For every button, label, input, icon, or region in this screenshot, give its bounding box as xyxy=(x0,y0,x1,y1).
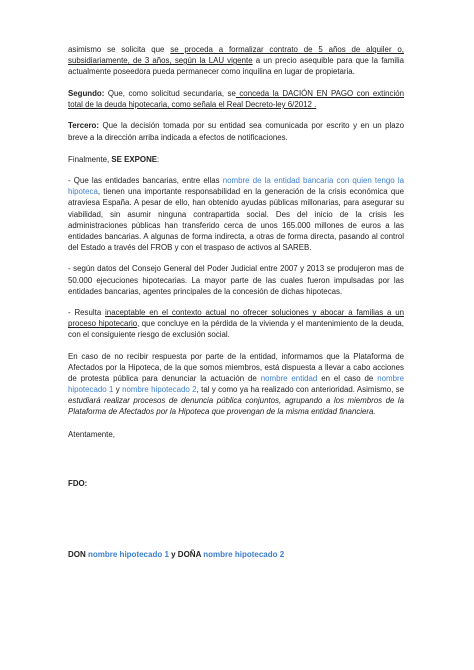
text: , que concluye en la pérdida de la vivienda y el mantenimiento de la deuda, con el consiguiente riesgo de exclusión social. xyxy=(68,319,404,340)
signature-line xyxy=(68,549,404,560)
text: - Resulta xyxy=(68,308,106,318)
text: y xyxy=(113,385,123,395)
underlined-text: inaceptable en el contexto actual no ofrecer soluciones y abocar a familias a un proceso hipotecario xyxy=(68,308,404,329)
text: En caso de no recibir respuesta por parte de la entidad, informamos que la Plataforma de Afectados por la Hipoteca, de la que somos miembros, está dispuesta a llevar a cabo acciones de protesta pública para denunciar la actuación de xyxy=(68,351,404,384)
underlined-text: conceda la DACIÓN EN PAGO con extinción total de la deuda hipotecaria, como señala el Real Decreto-ley 6/2012 . xyxy=(68,88,404,109)
underlined-text: se proceda a formalizar contrato de 5 años de alquiler o, subsidiariamente, de 3 años, según la LAU vigente xyxy=(68,45,404,66)
text: asimismo se solicita que xyxy=(68,45,171,54)
text: en el caso de xyxy=(317,374,378,384)
name2-placeholder: nombre hipotecado 2 xyxy=(122,385,197,395)
paragraph-segundo xyxy=(68,88,404,110)
label-tercero: Tercero: xyxy=(68,121,99,131)
text: : xyxy=(157,154,160,164)
paragraph-inaceptable xyxy=(68,307,404,340)
text: Finalmente, xyxy=(68,154,112,164)
text: DON xyxy=(68,549,88,559)
label-segundo: Segundo: xyxy=(68,88,105,98)
text: y DOÑA xyxy=(168,549,204,559)
text: , tienen una importante responsabilidad en la generación de la crisis económica que atraviesa España. A pesar de ello, han obtenido ayudas públicas millonarias, para asegurar su viabilidad, sin asumir ninguna contrapartida social. Des del inicio de la crisis les administraciones públicas han transferido cerca de unos 165.000 millones de euros a las entidades bancarias. A algunas de forma indirecta, a otras de forma directa, pasando al control del Estado a través del FROB y con el traspaso de activos al SAREB. xyxy=(68,187,404,252)
fdo-label: FDO: xyxy=(68,478,88,488)
text: a un precio asequible para que la familia actualmente poseedora pueda permanecer como inquilina en lugar de propietaria. xyxy=(68,56,404,77)
bank-name-placeholder: nombre de la entidad bancaria con quien tengo la hipoteca xyxy=(68,176,404,197)
italic-text: estudiará realizar procesos de denuncia pública conjuntos, agrupando a los miembros de la Plataforma de Afectados por la Hipoteca que provengan de la misma entidad financiera. xyxy=(68,396,404,417)
se-expone-heading: SE EXPONE xyxy=(111,154,158,164)
paragraph-tercero xyxy=(68,120,404,142)
entity-name-placeholder: nombre entidad xyxy=(260,374,318,384)
text: Que la decisión tomada por su entidad sea comunicada por escrito y en un plazo breve a la dirección arriba indicada a efectos de notificaciones. xyxy=(68,121,404,142)
paragraph-cgpj: - según datos del Consejo General del Poder Judicial entre 2007 y 2013 se produjeron mas de 50.000 ejecuciones hipotecarias. La mayor parte de las cuales fueron impulsadas por las entidades bancarias, agentes principales de la concesión de dichas hipotecas. xyxy=(68,264,404,296)
closing: Atentamente, xyxy=(68,429,115,439)
name1-placeholder: nombre hipotecado 1 xyxy=(88,549,169,559)
paragraph-expone xyxy=(68,154,404,165)
paragraph-request xyxy=(68,44,404,77)
name1-placeholder: nombre hipotecado 1 xyxy=(68,374,405,395)
paragraph-banks xyxy=(68,175,404,253)
text: Que, como solicitud secundaria, se xyxy=(104,88,236,98)
name2-placeholder: nombre hipotecado 2 xyxy=(203,549,285,559)
paragraph-warning xyxy=(68,351,404,418)
text: - Que las entidades bancarias, entre ellas xyxy=(68,176,223,186)
text: , tal y como ya ha realizado con anterioridad. Asimismo, se xyxy=(196,385,404,395)
